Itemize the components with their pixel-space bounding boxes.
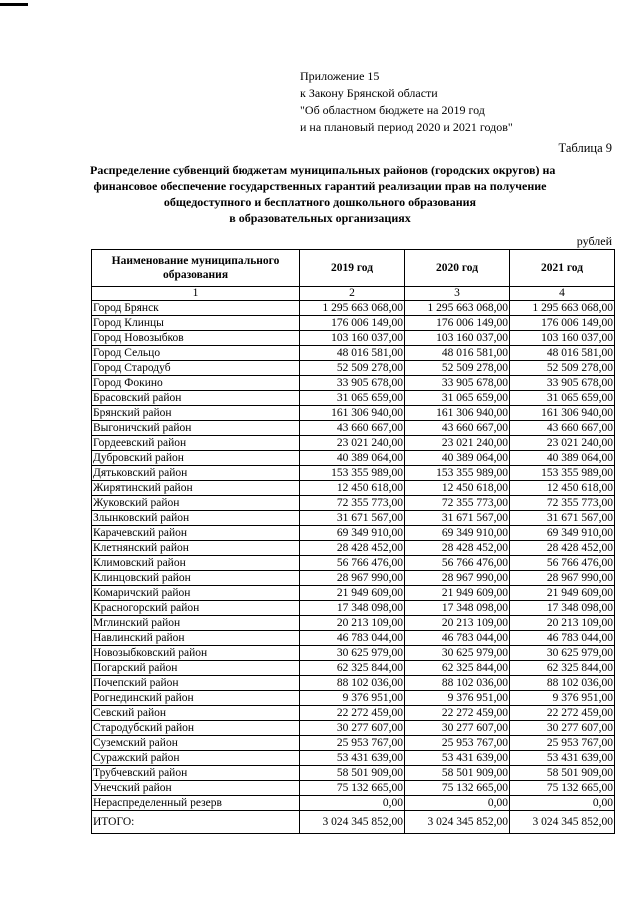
value-2019: 69 349 910,00 [300,526,405,541]
value-2021: 25 953 767,00 [510,736,615,751]
table-row [92,466,615,481]
column-header-2020: 2020 год [405,250,510,287]
municipality-name: Унечский район [92,781,300,796]
value-2020: 22 272 459,00 [405,706,510,721]
title-line: Распределение субвенций бюджетам муниципальных районов (городских округов) на [90,163,556,177]
table-row [92,706,615,721]
total-row [92,811,615,834]
value-2021: 30 277 607,00 [510,721,615,736]
value-2021: 12 450 618,00 [510,481,615,496]
value-2019: 22 272 459,00 [300,706,405,721]
municipality-name: Карачевский район [92,526,300,541]
table-row [92,406,615,421]
value-2019: 161 306 940,00 [300,406,405,421]
municipality-name: Жуковский район [92,496,300,511]
value-2021: 62 325 844,00 [510,661,615,676]
title-line: в образовательных организациях [229,211,411,225]
value-2021: 0,00 [510,796,615,811]
appendix-line: и на плановый период 2020 и 2021 годов" [300,120,513,134]
value-2019: 31 065 659,00 [300,391,405,406]
municipality-name: Город Стародуб [92,361,300,376]
value-2020: 1 295 663 068,00 [405,301,510,316]
appendix-line: к Закону Брянской области [300,86,438,100]
municipality-name: Выгоничский район [92,421,300,436]
municipality-name: Клинцовский район [92,571,300,586]
table-row [92,586,615,601]
total-2021: 3 024 345 852,00 [510,811,615,834]
table-row [92,361,615,376]
value-2019: 28 967 990,00 [300,571,405,586]
value-2019: 20 213 109,00 [300,616,405,631]
value-2019: 103 160 037,00 [300,331,405,346]
table-row [92,691,615,706]
value-2020: 58 501 909,00 [405,766,510,781]
value-2021: 17 348 098,00 [510,601,615,616]
value-2020: 161 306 940,00 [405,406,510,421]
table-row [92,391,615,406]
municipality-name: Город Сельцо [92,346,300,361]
index-cell: 2 [300,287,405,301]
table-row [92,526,615,541]
value-2020: 153 355 989,00 [405,466,510,481]
table-row [92,646,615,661]
value-2019: 30 625 979,00 [300,646,405,661]
municipality-name: Дятьковский район [92,466,300,481]
table-row [92,736,615,751]
value-2021: 88 102 036,00 [510,676,615,691]
value-2021: 28 428 452,00 [510,541,615,556]
corner-mark [0,3,28,6]
municipality-name: Трубчевский район [92,766,300,781]
value-2021: 31 065 659,00 [510,391,615,406]
value-2021: 56 766 476,00 [510,556,615,571]
value-2020: 17 348 098,00 [405,601,510,616]
table-row [92,301,615,316]
value-2019: 58 501 909,00 [300,766,405,781]
value-2021: 20 213 109,00 [510,616,615,631]
value-2020: 40 389 064,00 [405,451,510,466]
municipality-name: Суражский район [92,751,300,766]
municipality-name: Брянский район [92,406,300,421]
table-row [92,766,615,781]
table-row [92,616,615,631]
value-2019: 1 295 663 068,00 [300,301,405,316]
table-body [92,301,615,811]
municipality-name: Город Брянск [92,301,300,316]
column-header-2019: 2019 год [300,250,405,287]
value-2021: 153 355 989,00 [510,466,615,481]
table-row [92,511,615,526]
value-2021: 161 306 940,00 [510,406,615,421]
value-2019: 56 766 476,00 [300,556,405,571]
table-row [92,436,615,451]
value-2019: 153 355 989,00 [300,466,405,481]
municipality-name: Гордеевский район [92,436,300,451]
value-2019: 0,00 [300,796,405,811]
value-2019: 21 949 609,00 [300,586,405,601]
units-label: рублей [576,234,612,248]
value-2020: 103 160 037,00 [405,331,510,346]
municipality-name: Комаричский район [92,586,300,601]
value-2021: 103 160 037,00 [510,331,615,346]
value-2019: 48 016 581,00 [300,346,405,361]
value-2020: 88 102 036,00 [405,676,510,691]
value-2019: 176 006 149,00 [300,316,405,331]
value-2019: 12 450 618,00 [300,481,405,496]
value-2020: 31 065 659,00 [405,391,510,406]
index-cell: 4 [510,287,615,301]
value-2021: 1 295 663 068,00 [510,301,615,316]
table-row [92,556,615,571]
index-row [92,287,615,301]
municipality-name: Почепский район [92,676,300,691]
value-2021: 69 349 910,00 [510,526,615,541]
value-2019: 30 277 607,00 [300,721,405,736]
value-2020: 48 016 581,00 [405,346,510,361]
table-row [92,676,615,691]
value-2020: 46 783 044,00 [405,631,510,646]
value-2020: 31 671 567,00 [405,511,510,526]
value-2020: 25 953 767,00 [405,736,510,751]
value-2020: 30 625 979,00 [405,646,510,661]
table-row [92,421,615,436]
municipality-name: Город Клинцы [92,316,300,331]
value-2021: 22 272 459,00 [510,706,615,721]
value-2021: 30 625 979,00 [510,646,615,661]
value-2021: 52 509 278,00 [510,361,615,376]
value-2020: 23 021 240,00 [405,436,510,451]
value-2021: 53 431 639,00 [510,751,615,766]
municipality-name: Стародубский район [92,721,300,736]
municipality-name: Жирятинский район [92,481,300,496]
value-2020: 20 213 109,00 [405,616,510,631]
value-2021: 58 501 909,00 [510,766,615,781]
value-2021: 21 949 609,00 [510,586,615,601]
value-2020: 53 431 639,00 [405,751,510,766]
value-2020: 12 450 618,00 [405,481,510,496]
value-2020: 28 967 990,00 [405,571,510,586]
municipality-name: Брасовский район [92,391,300,406]
value-2020: 69 349 910,00 [405,526,510,541]
value-2020: 33 905 678,00 [405,376,510,391]
value-2019: 40 389 064,00 [300,451,405,466]
subventions-table [91,249,615,834]
table-row [92,331,615,346]
municipality-name: Злынковский район [92,511,300,526]
title-line: финансовое обеспечение государственных гарантий реализации прав на получение [93,179,547,193]
value-2020: 9 376 951,00 [405,691,510,706]
value-2021: 31 671 567,00 [510,511,615,526]
municipality-name: Погарский район [92,661,300,676]
header-row [92,250,615,287]
index-cell: 3 [405,287,510,301]
value-2021: 23 021 240,00 [510,436,615,451]
value-2021: 72 355 773,00 [510,496,615,511]
municipality-name: Дубровский район [92,451,300,466]
municipality-name: Суземский район [92,736,300,751]
value-2019: 88 102 036,00 [300,676,405,691]
table-row [92,781,615,796]
value-2019: 72 355 773,00 [300,496,405,511]
table-row [92,451,615,466]
municipality-name: Новозыбковский район [92,646,300,661]
column-header-name: Наименование муниципального образования [92,250,300,287]
total-2020: 3 024 345 852,00 [405,811,510,834]
value-2020: 21 949 609,00 [405,586,510,601]
value-2020: 43 660 667,00 [405,421,510,436]
value-2019: 28 428 452,00 [300,541,405,556]
appendix-header [300,68,513,136]
value-2020: 72 355 773,00 [405,496,510,511]
table-row [92,496,615,511]
municipality-name: Севский район [92,706,300,721]
value-2021: 9 376 951,00 [510,691,615,706]
value-2019: 52 509 278,00 [300,361,405,376]
table-row [92,721,615,736]
value-2019: 25 953 767,00 [300,736,405,751]
total-2019: 3 024 345 852,00 [300,811,405,834]
table-row [92,376,615,391]
title-line: общедоступного и бесплатного дошкольного образования [163,195,477,209]
value-2020: 56 766 476,00 [405,556,510,571]
value-2019: 43 660 667,00 [300,421,405,436]
value-2019: 9 376 951,00 [300,691,405,706]
value-2020: 0,00 [405,796,510,811]
municipality-name: Нераспределенный резерв [92,796,300,811]
value-2019: 46 783 044,00 [300,631,405,646]
municipality-name: Красногорский район [92,601,300,616]
table-row [92,601,615,616]
document-title [90,162,556,226]
value-2020: 75 132 665,00 [405,781,510,796]
value-2019: 62 325 844,00 [300,661,405,676]
municipality-name: Мглинский район [92,616,300,631]
municipality-name: Рогнединский район [92,691,300,706]
index-cell: 1 [92,287,300,301]
value-2020: 28 428 452,00 [405,541,510,556]
value-2019: 53 431 639,00 [300,751,405,766]
table-row [92,541,615,556]
value-2019: 33 905 678,00 [300,376,405,391]
value-2021: 48 016 581,00 [510,346,615,361]
table-row [92,316,615,331]
value-2020: 62 325 844,00 [405,661,510,676]
column-header-2021: 2021 год [510,250,615,287]
value-2020: 30 277 607,00 [405,721,510,736]
table-row [92,631,615,646]
table-row [92,796,615,811]
value-2019: 31 671 567,00 [300,511,405,526]
value-2020: 176 006 149,00 [405,316,510,331]
municipality-name: Климовский район [92,556,300,571]
value-2021: 43 660 667,00 [510,421,615,436]
value-2019: 75 132 665,00 [300,781,405,796]
value-2021: 46 783 044,00 [510,631,615,646]
value-2020: 52 509 278,00 [405,361,510,376]
table-number: Таблица 9 [558,141,612,155]
table-row [92,661,615,676]
municipality-name: Город Фокино [92,376,300,391]
municipality-name: Клетнянский район [92,541,300,556]
table-row [92,481,615,496]
value-2021: 176 006 149,00 [510,316,615,331]
municipality-name: Навлинский район [92,631,300,646]
table-row [92,751,615,766]
appendix-line: "Об областном бюджете на 2019 год [300,103,485,117]
value-2019: 17 348 098,00 [300,601,405,616]
value-2021: 28 967 990,00 [510,571,615,586]
value-2021: 33 905 678,00 [510,376,615,391]
municipality-name: Город Новозыбков [92,331,300,346]
total-label: ИТОГО: [92,811,300,834]
table-row [92,571,615,586]
table-row [92,346,615,361]
appendix-line: Приложение 15 [300,69,380,83]
value-2021: 75 132 665,00 [510,781,615,796]
value-2019: 23 021 240,00 [300,436,405,451]
value-2021: 40 389 064,00 [510,451,615,466]
